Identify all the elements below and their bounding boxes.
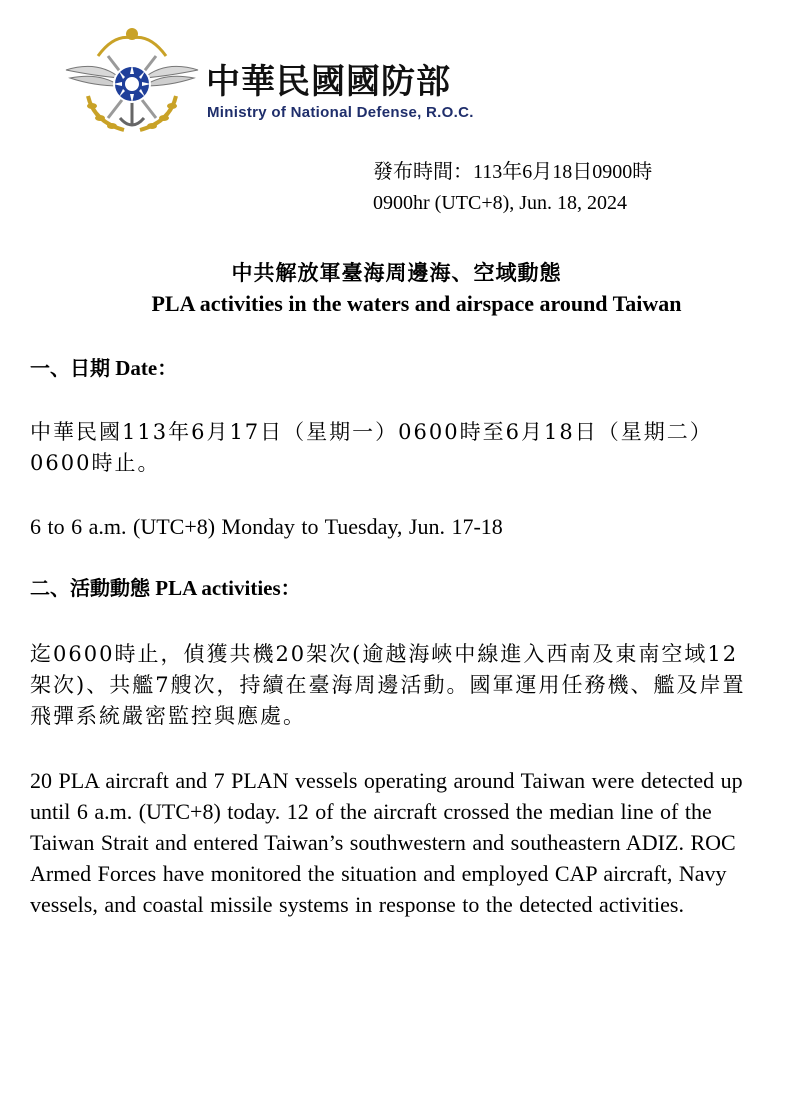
ministry-name-chinese: 中華民國國防部 [206,62,451,102]
ministry-name-english: Ministry of National Defense, R.O.C. [207,104,474,121]
ministry-emblem-icon [58,26,206,138]
release-time [373,157,652,219]
section-activities-heading [30,572,301,601]
title-chinese: 中共解放軍臺海周邊海、空域動態 [231,260,562,285]
release-time-chinese: 發布時間：113年6月18日0900時 [373,161,653,183]
section-activities-body-chinese: 迄0600時止，偵獲共機20架次(逾越海峽中線進入西南及東南空域12架次)、共艦7艘次，持續在臺海周邊活動。國軍運用任務機、艦及岸置飛彈系統嚴密監控與應處。 [30,642,746,728]
section-date-heading-chinese: 一、日期 [30,356,110,380]
section-activities-heading-colon: ： [280,576,301,600]
section-date-heading-colon: ： [157,356,178,380]
ministry-header [58,26,518,138]
title-english: PLA activities in the waters and airspace around Taiwan [151,291,682,316]
section-date-heading-english: Date [115,356,158,380]
section-date-body-chinese: 中華民國113年6月17日（星期一）0600時至6月18日（星期二）0600時止。 [30,420,713,475]
document-title [0,257,793,319]
section-activities-heading-english: PLA activities [155,576,281,600]
section-activities-body-english: 20 PLA aircraft and 7 PLAN vessels operating around Taiwan were detected up until 6 a.m. (UTC+8) today. 12 of the aircraft crossed the median line of the Taiwan Strait and entered Taiwan’s southwestern and southeastern ADIZ. ROC Armed Forces have monitored the situation and employed CAP aircraft, Navy vessels, and coastal missile systems in response to the detected activities. [30,768,743,917]
section-date-body-english: 6 to 6 a.m. (UTC+8) Monday to Tuesday, Jun. 17-18 [30,514,503,539]
section-activities-heading-chinese: 二、活動動態 [30,576,150,600]
release-time-english: 0900hr (UTC+8), Jun. 18, 2024 [373,192,628,214]
section-date-heading [30,352,177,381]
